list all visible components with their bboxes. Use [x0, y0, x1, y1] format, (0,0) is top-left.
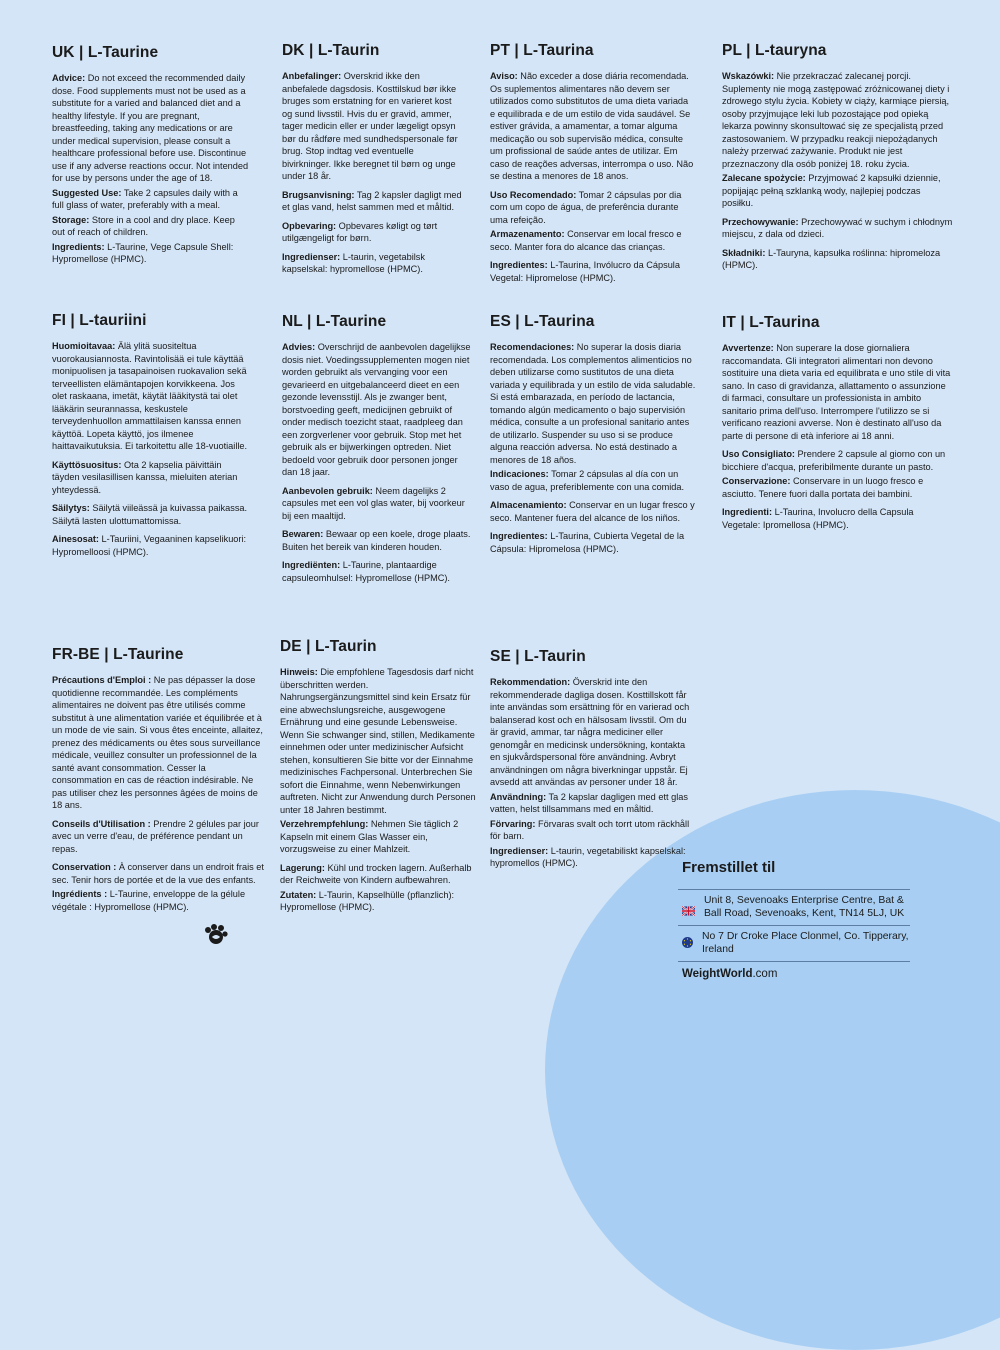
use-body: Ota 2 kapselia päivittäin täyden vesilasillisen kanssa, mieluiten aterian yhteydessä. — [52, 459, 238, 495]
ingredients-body: L-taurin, vegetabiliskt kapselskal: hypromellos (HPMC). — [490, 845, 686, 869]
advice-body: Não exceder a dose diária recomendada. Os suplementos alimentares não devem ser utilizados como substitutos de uma dieta variada e equilibrada e de um estilo de vida saudável. Se estiver grávida, a amamentar, a tomar alguma medicação ou sob supervisão médica, consulte um profissional de saúde antes de utilizar. Em caso de reações adversas, interrompa o uso. Não se destina a menores de 18 anos. — [490, 71, 694, 182]
storage-text — [52, 214, 250, 239]
section-title: DK | L-Taurin — [282, 42, 380, 59]
advice-text — [52, 72, 250, 185]
ingredients-text — [52, 241, 250, 266]
advice-text — [722, 70, 954, 170]
paw-icon — [203, 923, 229, 947]
section-uk — [52, 42, 250, 268]
ingredients-label: Ingredienser: — [490, 845, 549, 856]
ingredients-body: L-Taurine, enveloppe de la gélule végétale : Hypromellose (HPMC). — [52, 889, 246, 912]
storage-text — [282, 220, 464, 245]
advice-body: Nie przekraczać zalecanej porcji. Suplementy nie mogą zastępować zróżnicowanej diety i zdrowego stylu życia. Kobiety w ciąży, karmiące piersią, osoby przyjmujące leki lub pozostające pod opieką lekarza powinny skonsultować się ze specjalistą przed zastosowaniem. W przypadku reakcji niepożądanych należy przerwać zażywanie. Produkt nie jest przeznaczony dla osób poniżej 18. roku życia. — [722, 71, 950, 169]
ingredients-text — [282, 251, 464, 276]
ingredients-label: Ingredienti: — [722, 507, 773, 518]
use-label: Uso Recomendado: — [490, 189, 577, 200]
section-nl — [282, 311, 472, 586]
storage-text — [280, 862, 476, 887]
ingredients-body: L-Taurina, Cubierta Vegetal de la Cápsula: Hipromelosa (HPMC). — [490, 531, 685, 554]
section-title: UK | L-Taurine — [52, 44, 159, 61]
section-it — [722, 312, 954, 533]
section-de — [280, 636, 476, 916]
use-label: Käyttösuositus: — [52, 459, 122, 470]
section-fi — [52, 310, 250, 560]
advice-label: Huomioitavaa: — [52, 341, 116, 352]
section-se — [490, 646, 690, 872]
use-text — [722, 172, 954, 210]
advice-body: Non superare la dose giornaliera raccomandata. Gli integratori alimentari non devono sostituire una dieta varia ed equilibrata e uno stile di vita sano. In caso di gravidanza, allattamento o assunzione di farmaci, consultare un professionista in ambito sanitario prima dell'uso. Interrompere l'utilizzo se si verificano reazioni avverse. Non è destinato all'uso da parte di persone di età inferiore ai 18 anni. — [722, 343, 951, 441]
section-es — [490, 311, 696, 557]
use-text — [722, 448, 954, 473]
storage-label: Förvaring: — [490, 818, 536, 829]
use-text — [282, 485, 472, 523]
use-label: Indicaciones: — [490, 469, 549, 480]
ingredients-text — [282, 559, 472, 584]
use-body: Take 2 capsules daily with a full glass of water, preferably with a meal. — [52, 187, 238, 211]
section-title: DE | L-Taurin — [280, 638, 377, 655]
use-text — [52, 459, 250, 497]
advice-label: Aviso: — [490, 71, 518, 82]
ingredients-label: Ainesosat: — [52, 534, 99, 545]
use-label: Conseils d'Utilisation : — [52, 818, 151, 829]
section-pt — [490, 40, 694, 286]
use-body: Tomar 2 cápsulas al día con un vaso de agua, preferiblemente con una comida. — [490, 469, 685, 492]
storage-body: Bewaar op een koele, droge plaats. Buiten het bereik van kinderen houden. — [282, 529, 471, 552]
storage-text — [490, 499, 696, 524]
advice-text — [52, 674, 264, 812]
advice-label: Anbefalinger: — [282, 71, 342, 82]
advice-text — [280, 666, 476, 816]
ingredients-text — [490, 259, 694, 284]
advice-label: Advies: — [282, 342, 316, 353]
storage-body: À conserver dans un endroit frais et sec. Tenir hors de portée et de la vue des enfants. — [52, 862, 264, 885]
brand-name: WeightWorld — [682, 967, 753, 980]
ingredients-text — [490, 845, 690, 870]
ingredients-label: Ingredients: — [52, 241, 105, 252]
use-label: Zalecane spożycie: — [722, 173, 806, 184]
storage-label: Opbevaring: — [282, 220, 337, 231]
use-body: Tomar 2 cápsulas por dia com um copo de água, de preferência durante uma refeição. — [490, 189, 682, 225]
storage-text — [52, 502, 250, 527]
storage-body: Kühl und trocken lagern. Außerhalb der Reichweite von Kindern aufbewahren. — [280, 862, 472, 886]
advice-label: Rekommendation: — [490, 677, 571, 688]
storage-label: Conservation : — [52, 862, 117, 873]
storage-body: Conservar em local fresco e seco. Manter fora do alcance das crianças. — [490, 229, 682, 252]
brand-url — [678, 961, 910, 982]
ingredients-body: L-Taurine, plantaardige capsuleomhulsel: Hypromellose (HPMC). — [282, 560, 450, 583]
section-title: SE | L-Taurin — [490, 648, 586, 665]
storage-label: Storage: — [52, 214, 90, 225]
advice-body: Överskrid inte den rekommenderade dagliga dosen. Kosttillskott får inte användas som ersättning för en varierad och balanserad kost och en hälsosam livsstil. Om du är gravid, ammar, tar några mediciner eller genomgår en medicinsk undersökning, kontakta en sjukvårdspersonal före användning. Avbryt användningen om några biverkningar uppstår. Ej avsedd att användas av personer under 18 år. — [490, 677, 690, 788]
ingredients-label: Składniki: — [722, 247, 766, 258]
storage-body: Przechowywać w suchym i chłodnym miejscu, z dala od dzieci. — [722, 216, 953, 240]
storage-body: Säilytä viileässä ja kuivassa paikassa. Säilytä lasten ulottumattomissa. — [52, 503, 248, 526]
use-body: Prendre 2 gélules par jour avec un verre d'eau, de préférence pendant un repas. — [52, 818, 259, 854]
ingredients-body: L-Taurina, Invólucro da Cápsula Vegetal: Hipromelose (HPMC). — [490, 260, 680, 283]
ingredients-body: L-Taurina, Involucro della Capsula Vegetale: Ipromellosa (HPMC). — [722, 507, 914, 530]
brand-domain: .com — [752, 967, 778, 980]
storage-text — [490, 228, 694, 253]
ingredients-body: L-Taurine, Vege Capsule Shell: Hypromellose (HPMC). — [52, 241, 234, 265]
advice-label: Wskazówki: — [722, 71, 775, 82]
ingredients-text — [722, 506, 954, 531]
ingredients-text — [52, 888, 264, 913]
advice-text — [490, 70, 694, 183]
storage-text — [722, 216, 954, 241]
uk-address-row — [678, 889, 910, 925]
ingredients-body: L-Tauryna, kapsułka roślinna: hipromeloza (HPMC). — [722, 247, 941, 271]
advice-text — [52, 340, 250, 453]
use-text — [490, 468, 696, 493]
ingredients-label: Ingredientes: — [490, 260, 548, 271]
ingredients-body: L-Tauriini, Vegaaninen kapselikuori: Hypromelloosi (HPMC). — [52, 534, 247, 557]
use-label: Suggested Use: — [52, 187, 122, 198]
storage-text — [52, 861, 264, 886]
ingredients-text — [280, 889, 476, 914]
use-text — [52, 818, 264, 856]
uk-address: Unit 8, Sevenoaks Enterprise Centre, Bat & Ball Road, Sevenoaks, Kent, TN14 5LJ, UK — [704, 894, 905, 920]
storage-body: Store in a cool and dry place. Keep out of reach of children. — [52, 214, 235, 238]
advice-body: Ne pas dépasser la dose quotidienne recommandée. Les compléments alimentaires ne doivent pas être utilisés comme substitut à une alimentation variée et équilibrée et à un mode de vie sain. Si vous êtes enceinte, allaitez, prenez des médicaments ou êtes sous surveillance médicale, veuillez consulter un professionnel de la santé avant consommation. Cesser la consommation en cas de réaction indésirable. Ne pas utiliser chez les personnes âgées de moins de 18 ans. — [52, 675, 263, 811]
use-text — [490, 189, 694, 227]
storage-text — [490, 818, 690, 843]
use-label: Verzehrempfehlung: — [280, 819, 369, 830]
storage-label: Przechowywanie: — [722, 216, 799, 227]
storage-label: Säilytys: — [52, 503, 90, 514]
ingredients-body: L-Taurin, Kapselhülle (pflanzlich): Hypromellose (HPMC). — [280, 889, 455, 913]
storage-body: Conservar en un lugar fresco y seco. Mantener fuera del alcance de los niños. — [490, 500, 695, 523]
ingredients-text — [722, 247, 954, 272]
section-title: FI | L-tauriini — [52, 312, 147, 329]
advice-text — [282, 70, 464, 183]
ie-address: No 7 Dr Croke Place Clonmel, Co. Tipperary, Ireland — [702, 930, 909, 956]
section-title: ES | L-Taurina — [490, 313, 595, 330]
use-label: Uso Consigliato: — [722, 449, 795, 460]
advice-body: Overskrid ikke den anbefalede dagsdosis. Kosttilskud bør ikke bruges som erstatning for en varieret kost og sund livsstil. Hvis du er gravid, ammer, tager medicin eller er under lægeligt opsyn bør du rådføre med sundhedspersonale før brug. Stop indtag ved eventuelle bivirkninger. Ikke beregnet til børn og unge under 18 år. — [282, 71, 458, 182]
advice-body: Do not exceed the recommended daily dose. Food supplements must not be used as a substitute for a varied and balanced diet and a healthy lifestyle. If you are pregnant, breastfeeding, taking any medications or are under medical supervision, please consult a healthcare professional before use. Discontinue use if any adverse reactions occur. Not intended for use by persons under the age of 18. — [52, 73, 249, 184]
ingredients-label: Ingrediënten: — [282, 560, 341, 571]
section-title: FR-BE | L-Taurine — [52, 646, 184, 663]
use-label: Aanbevolen gebruik: — [282, 485, 373, 496]
storage-label: Almacenamiento: — [490, 500, 567, 511]
section-dk — [282, 40, 464, 278]
ingredients-label: Zutaten: — [280, 889, 317, 900]
section-fr-be — [52, 644, 264, 915]
storage-body: Opbevares køligt og tørt utilgængeligt for børn. — [282, 220, 438, 244]
storage-body: Conservare in un luogo fresco e asciutto. Tenere fuori dalla portata dei bambini. — [722, 476, 924, 499]
ingredients-body: L-taurin, vegetabilsk kapselskal: hypromellose (HPMC). — [282, 251, 425, 275]
storage-label: Conservazione: — [722, 476, 791, 487]
advice-text — [722, 342, 954, 442]
advice-body: Overschrijd de aanbevolen dagelijkse dosis niet. Voedingssupplementen mogen niet worden gebruikt als vervanging voor een gevarieerd en uitgebalanceerd dieet en een gezonde levensstijl. Als je zwanger bent, borstvoeding geeft, medicijnen gebruikt of onder medisch toezicht staat, raadpleeg dan een zorgverlener voor gebruik. Stop met het gebruik als er bijwerkingen optreden. Niet bedoeld voor gebruik door personen jonger dan 18 jaar. — [282, 342, 471, 478]
use-body: Ta 2 kapslar dagligen med ett glas vatten, helst tillsammans med en måltid. — [490, 791, 688, 815]
section-title: NL | L-Taurine — [282, 313, 387, 330]
advice-body: Die empfohlene Tagesdosis darf nicht überschritten werden. Nahrungsergänzungsmittel sind kein Ersatz für eine abwechslungsreiche, ausgewogene Ernährung und eine gesunde Lebensweise. Wenn Sie schwanger sind, stillen, Medikamente einnehmen oder unter medizinischer Aufsicht stehen, konsultieren Sie bitte vor der Einnahme medizinisches Fachpersonal. Unterbrechen Sie sofort die Einnahme, wenn Nebenwirkungen auftreten. Nicht zur Anwendung durch Personen unter 18 Jahren bestimmt. — [280, 667, 476, 815]
advice-text — [490, 676, 690, 789]
uk-flag-icon — [682, 906, 695, 916]
use-body: Nehmen Sie täglich 2 Kapseln mit einem Glas Wasser ein, vorzugsweise zu einer Mahlzeit. — [280, 819, 459, 855]
storage-text — [722, 475, 954, 500]
manufacturer-box — [678, 858, 910, 982]
storage-text — [282, 528, 472, 553]
use-label: Användning: — [490, 791, 547, 802]
ingredients-text — [490, 530, 696, 555]
section-title: IT | L-Taurina — [722, 314, 820, 331]
section-pl — [722, 40, 954, 274]
ingredients-label: Ingredienser: — [282, 251, 341, 262]
use-text — [282, 189, 464, 214]
advice-text — [282, 341, 472, 479]
use-body: Tag 2 kapsler dagligt med et glas vand, helst sammen med et måltid. — [282, 189, 462, 213]
use-body: Neem dagelijks 2 capsules met een vol glas water, bij voorkeur bij een maaltijd. — [282, 485, 465, 521]
storage-body: Förvaras svalt och torrt utom räckhåll för barn. — [490, 818, 690, 842]
storage-label: Bewaren: — [282, 529, 324, 540]
ingredients-label: Ingredientes: — [490, 531, 548, 542]
advice-label: Hinweis: — [280, 667, 318, 678]
advice-body: Älä ylitä suositeltua vuorokausiannosta. Ravintolisää ei tule käyttää monipuolisen ja tasapainoisen ruokavalion sekä terveellisten elämäntapojen korvikkeena. Jos olet raskaana, imetät, käytät lääkitystä tai olet lääkärin seurannassa, keskustele terveydenhuollon ammattilaisen kanssa ennen käyttöä. Lopeta käyttö, jos ilmenee haittavaikutuksia. Ei tarkoitettu alle 18-vuotiaille. — [52, 341, 248, 452]
ie-address-row — [678, 925, 910, 961]
advice-label: Advice: — [52, 73, 86, 84]
advice-text — [490, 341, 696, 466]
advice-label: Précautions d'Emploi : — [52, 675, 152, 686]
ingredients-text — [52, 533, 250, 558]
section-title: PT | L-Taurina — [490, 42, 594, 59]
use-body: Przyjmować 2 kapsułki dziennie, popijając pełną szklanką wody, najlepiej podczas posiłku. — [722, 173, 941, 209]
advice-body: No superar la dosis diaria recomendada. Los complementos alimenticios no deben utilizarse como sustitutos de una dieta variada y equilibrada y un estilo de vida saludable. Si está embarazada, en período de lactancia, tomando algún medicamento o bajo supervisión médica, consulte a un profesional sanitario antes de utilizarlo. Suspender su uso si se produce alguna reacción adversa. No está destinado a menores de 18 años. — [490, 342, 696, 465]
storage-label: Armazenamento: — [490, 229, 565, 240]
advice-label: Recomendaciones: — [490, 342, 575, 353]
manufacturer-title: Fremstillet til — [682, 859, 776, 876]
ingredients-label: Ingrédients : — [52, 889, 108, 900]
use-body: Prendere 2 capsule al giorno con un bicchiere d'acqua, preferibilmente durante un pasto. — [722, 449, 946, 472]
use-text — [490, 791, 690, 816]
storage-label: Lagerung: — [280, 862, 325, 873]
use-text — [52, 187, 250, 212]
advice-label: Avvertenze: — [722, 343, 774, 354]
section-title: PL | L-tauryna — [722, 42, 827, 59]
eu-flag-icon — [682, 937, 693, 948]
use-label: Brugsanvisning: — [282, 189, 355, 200]
use-text — [280, 818, 476, 856]
